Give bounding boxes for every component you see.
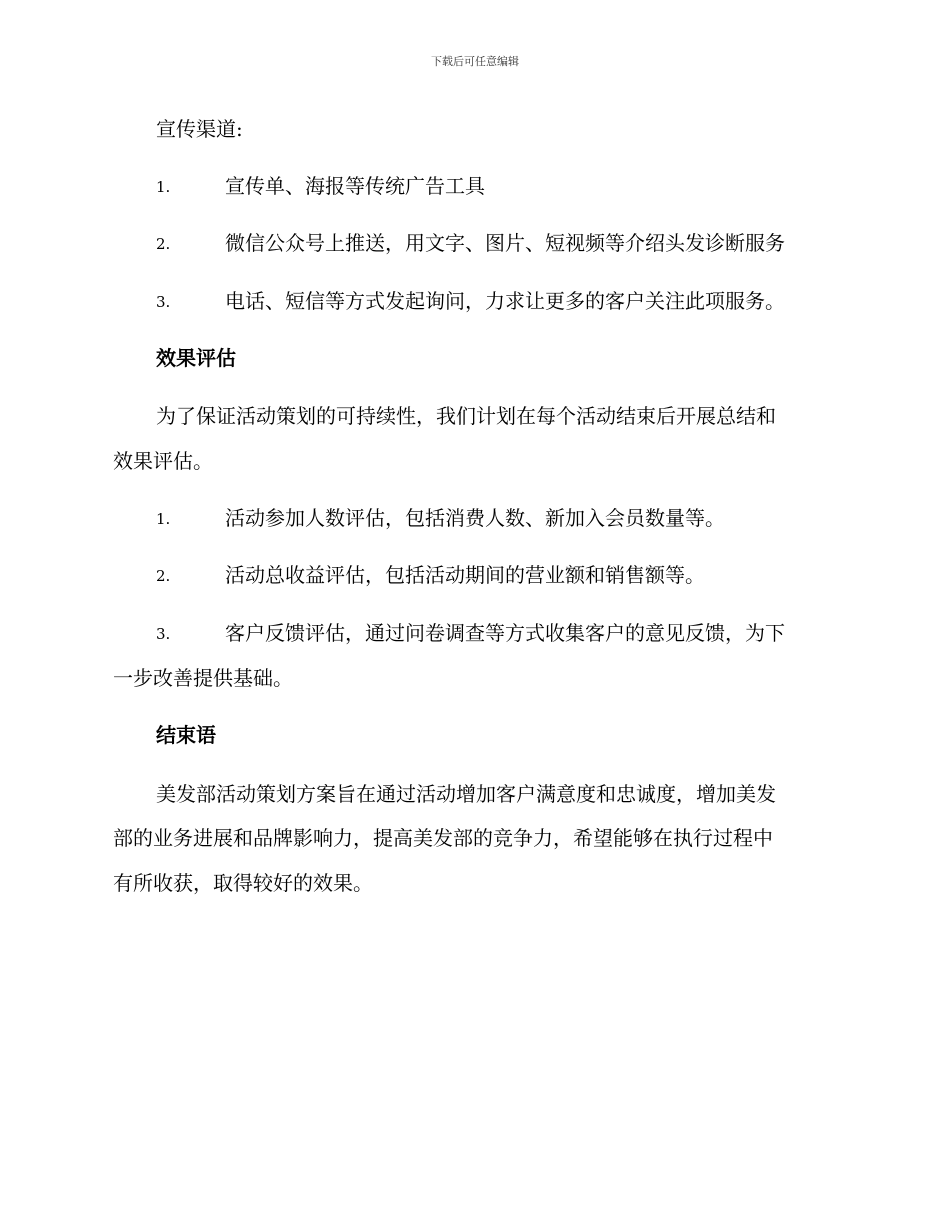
list-item-text: 活动总收益评估，包括活动期间的营业额和销售额等。 — [225, 563, 705, 587]
list-item-text: 活动参加人数评估，包括消费人数、新加入会员数量等。 — [225, 506, 725, 530]
list-item-number: 1. — [156, 178, 171, 196]
conclusion-line-1: 美发部活动策划方案旨在通过活动增加客户满意度和忠诚度，增加美发 — [156, 782, 776, 806]
list-item-number: 2. — [156, 567, 171, 585]
list-item-number: 2. — [156, 235, 171, 253]
evaluation-intro-line-2: 效果评估。 — [113, 449, 213, 473]
page-header: 下载后可任意编辑 — [431, 55, 519, 68]
list-item-text: 微信公众号上推送，用文字、图片、短视频等介绍头发诊断服务 — [225, 231, 785, 255]
list-item-continuation: 一步改善提供基础。 — [113, 666, 293, 690]
evaluation-intro-line-1: 为了保证活动策划的可持续性，我们计划在每个活动结束后开展总结和 — [156, 404, 776, 428]
conclusion-heading: 结束语 — [156, 723, 216, 747]
conclusion-line-2: 部的业务进展和品牌影响力，提高美发部的竞争力，希望能够在执行过程中 — [113, 826, 773, 850]
list-item-number: 1. — [156, 510, 171, 528]
list-item-text: 电话、短信等方式发起询问，力求让更多的客户关注此项服务。 — [225, 289, 785, 313]
list-item-number: 3. — [156, 293, 171, 311]
list-item-number: 3. — [156, 625, 171, 643]
conclusion-line-3: 有所收获，取得较好的效果。 — [113, 871, 373, 895]
evaluation-heading: 效果评估 — [156, 346, 236, 370]
list-item-text: 客户反馈评估，通过问卷调查等方式收集客户的意见反馈，为下 — [225, 621, 785, 645]
list-item-text: 宣传单、海报等传统广告工具 — [225, 174, 485, 198]
channels-heading: 宣传渠道: — [156, 117, 243, 141]
